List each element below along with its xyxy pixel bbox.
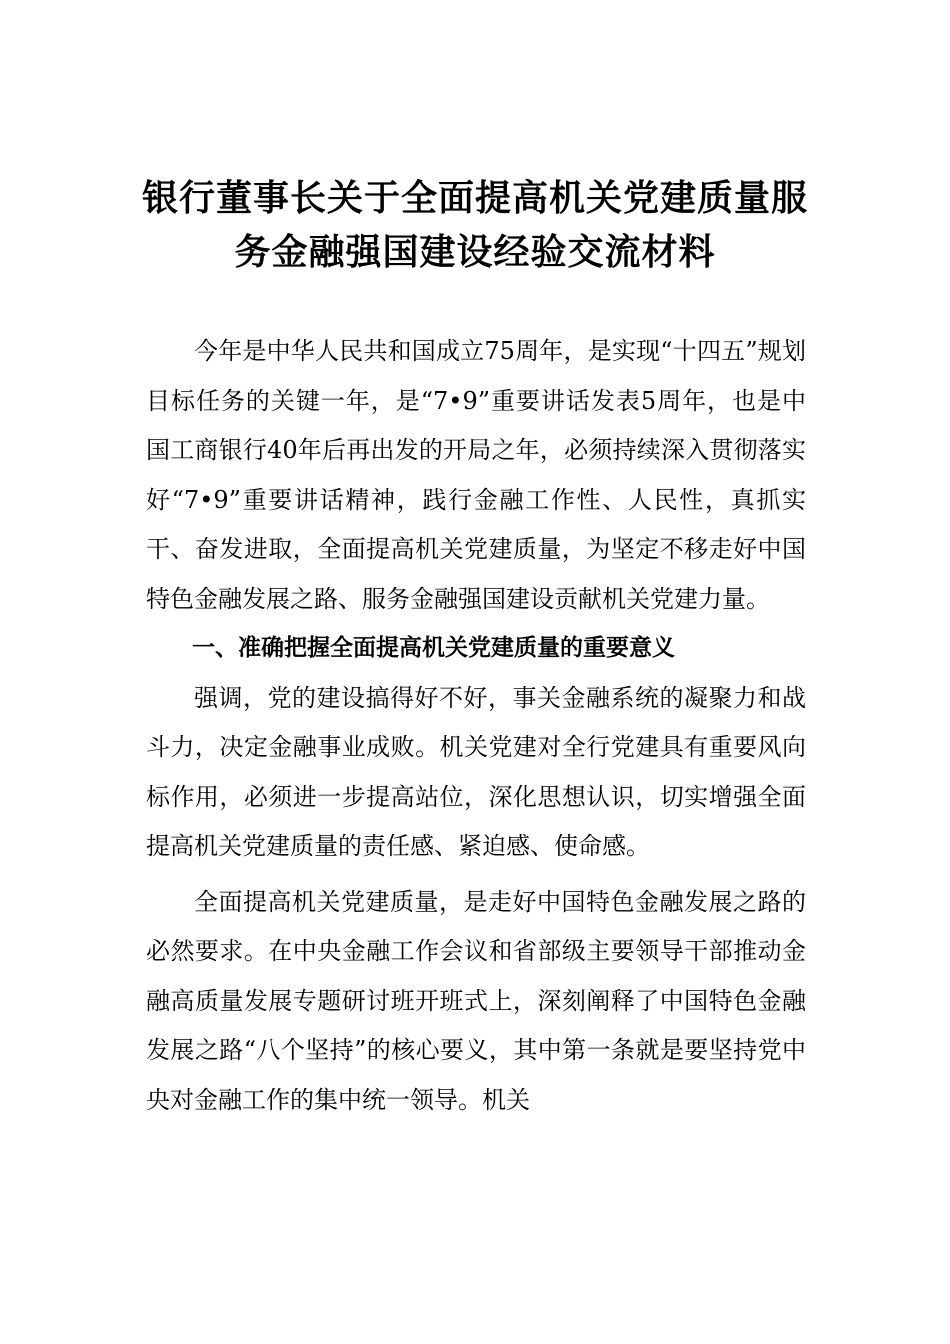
title-line-2: 务金融强国建设经验交流材料 <box>234 232 716 273</box>
document-body <box>146 327 806 1125</box>
intro-paragraph: 今年是中华人民共和国成立75周年，是实现“十四五”规划目标任务的关键一年，是“7•9”重要讲话发表5周年，也是中国工商银行40年后再出发的开局之年，必须持续深入贯彻落实好“7•9”重要讲话精神，践行金融工作性、人民性，真抓实干、奋发进取，全面提高机关党建质量，为坚定不移走好中国特色金融发展之路、服务金融强国建设贡献机关党建力量。 <box>146 337 806 613</box>
document-title <box>140 172 810 280</box>
body-paragraph-1: 强调，党的建设搞得好不好，事关金融系统的凝聚力和战斗力，决定金融事业成败。机关党建对全行党建具有重要风向标作用，必须进一步提高站位，深化思想认识，切实增强全面提高机关党建质量的责任感、紧迫感、使命感。 <box>146 683 806 860</box>
section-heading: 一、准确把握全面提高机关党建质量的重要意义 <box>192 635 675 661</box>
title-line-1: 银行董事长关于全面提高机关党建质量服 <box>141 178 808 219</box>
body-paragraph-2: 全面提高机关党建质量，是走好中国特色金融发展之路的必然要求。在中央金融工作会议和省部级主要领导干部推动金融高质量发展专题研讨班开班式上，深刻阐释了中国特色金融发展之路“八个坚持”的核心要义，其中第一条就是要坚持党中央对金融工作的集中统一领导。机关 <box>146 887 806 1114</box>
